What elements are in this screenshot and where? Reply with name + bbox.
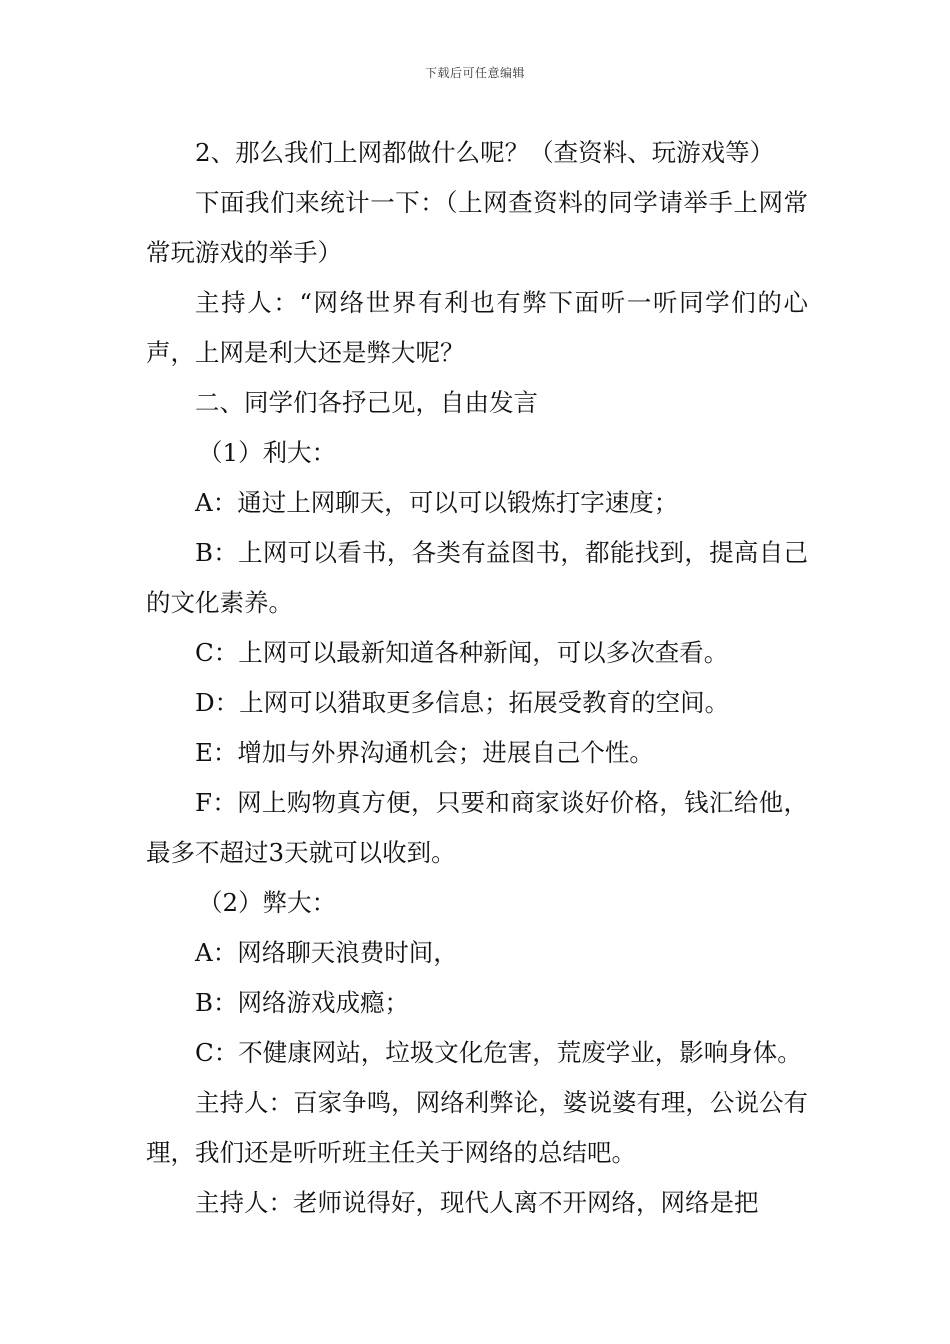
list-item-benefit-e: E：增加与外界沟通机会；进展自己个性。: [195, 738, 654, 767]
list-item-drawback-b: B：网络游戏成瘾；: [195, 988, 410, 1017]
section-heading-free-speech: 二、同学们各抒己见，自由发言: [195, 388, 538, 417]
list-item-benefit-b: B：上网可以看书，各类有益图书，都能找到，提高自己的文化素养。: [146, 538, 808, 617]
paragraph-host-closing: 主持人：老师说得好，现代人离不开网络，网络是把: [195, 1188, 759, 1217]
subheading-drawbacks: （2）弊大：: [198, 888, 337, 917]
list-item-benefit-d: D：上网可以猎取更多信息；拓展受教育的空间。: [195, 688, 730, 717]
page-header: 下载后可任意编辑: [424, 66, 525, 80]
paragraph-host-intro: 主持人：“网络世界有利也有弊下面听一听同学们的心声，上网是利大还是弊大呢？: [146, 288, 808, 367]
list-item-benefit-c: C：上网可以最新知道各种新闻，可以多次查看。: [195, 638, 729, 667]
list-item-benefit-a: A：通过上网聊天，可以可以锻炼打字速度；: [195, 488, 679, 517]
list-item-drawback-c: C：不健康网站，垃圾文化危害，荒废学业，影响身体。: [195, 1038, 802, 1067]
list-item-drawback-a: A：网络聊天浪费时间，: [195, 938, 458, 967]
paragraph-survey: 下面我们来统计一下：（上网查资料的同学请举手上网常常玩游戏的举手）: [146, 188, 808, 267]
paragraph-host-summary: 主持人：百家争鸣，网络利弊论，婆说婆有理，公说公有理，我们还是听听班主任关于网络的总结吧。: [146, 1088, 808, 1167]
document-body: [146, 128, 808, 1228]
subheading-benefits: （1）利大：: [198, 438, 337, 467]
list-item-benefit-f: F：网上购物真方便，只要和商家谈好价格，钱汇给他，最多不超过3天就可以收到。: [146, 788, 808, 867]
paragraph-question-online-activities: 2、那么我们上网都做什么呢？（查资料、玩游戏等）: [195, 138, 775, 167]
